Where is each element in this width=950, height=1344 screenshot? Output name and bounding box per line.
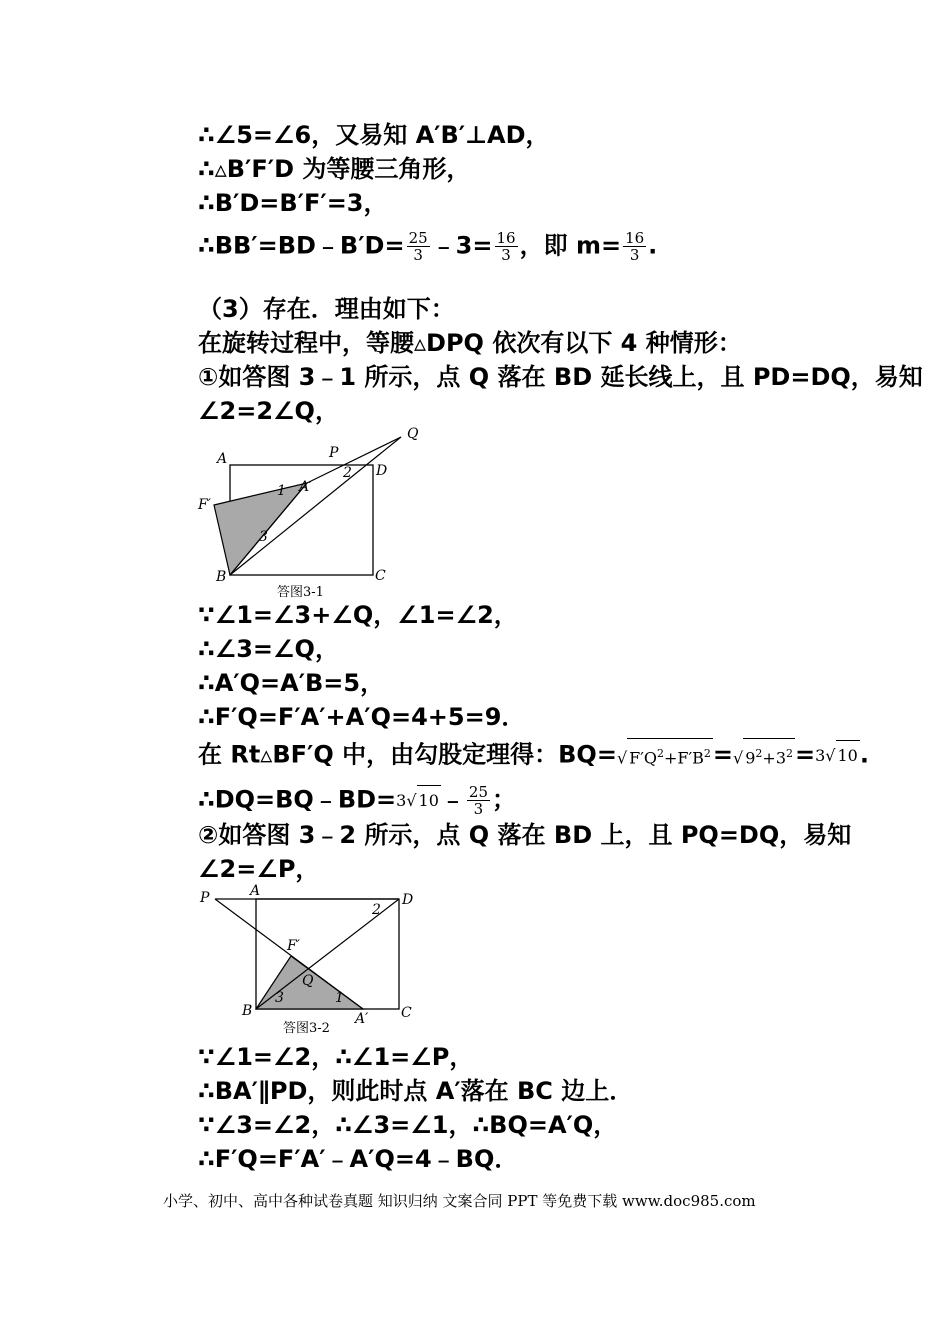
angle-2-label: 2 [343, 465, 352, 481]
angle-3-label: 3 [275, 990, 284, 1006]
radical: √ $9^2+3^2$ [733, 738, 795, 773]
text-line-17: ∵∠1=∠2，∴∠1=∠P， [198, 1043, 474, 1071]
angle-1-label: 1 [335, 990, 344, 1006]
figure-3-2 [195, 880, 425, 1040]
text: = [712, 740, 734, 769]
text-line-7: ①如答图 3﹣1 所示，点 Q 落在 BD 延长线上，且 PD=DQ，易知 [198, 363, 923, 391]
label-A: A [250, 883, 261, 899]
text: ，即 m= [519, 231, 622, 260]
footer-text: 小学、初中、高中各种试卷真题 知识归纳 文案合同 PPT 等免费下载 www.doc985.com [163, 1192, 756, 1210]
text-line-19: ∵∠3=∠2，∴∠3=∠1，∴BQ=A′Q， [198, 1111, 618, 1139]
text: ； [492, 785, 516, 814]
figure-caption: 答图3-2 [283, 1021, 330, 1036]
text-line-10: ∴∠3=∠Q， [198, 635, 339, 663]
text-line-6: 在旋转过程中，等腰▵DPQ 依次有以下 4 种情形： [198, 329, 742, 357]
label-P: P [200, 890, 210, 906]
text-line-20: ∴F′Q=F′A′﹣A′Q=4﹣BQ． [198, 1145, 519, 1173]
text: ﹣ [440, 785, 465, 814]
text: = [795, 740, 816, 769]
label-Q: Q [407, 426, 419, 442]
text-line-2: ∴▵B′F′D 为等腰三角形， [198, 155, 471, 183]
fraction: $\frac{16}{3}$ [625, 229, 645, 264]
figure-caption: 答图3-1 [277, 585, 324, 600]
label-A-prime: A′ [299, 479, 313, 495]
radical: √ $F'Q^2+F'B^2$ [617, 738, 713, 773]
text: . [859, 740, 869, 769]
angle-2-label: 2 [372, 902, 381, 918]
text-line-8: ∠2=2∠Q， [198, 397, 339, 425]
label-A: A [217, 451, 228, 467]
fraction: $\frac{25}{3}$ [468, 783, 488, 818]
text-line-15: ②如答图 3﹣2 所示，点 Q 落在 BD 上，且 PQ=DQ，易知 [198, 821, 852, 849]
angle-3-label: 3 [259, 529, 268, 545]
angle-1-label: 1 [277, 483, 286, 499]
text-line-16: ∠2=∠P， [198, 855, 320, 883]
radical: 3√ 10 [815, 740, 860, 771]
label-B: B [216, 569, 227, 585]
text: ﹣3= [431, 231, 493, 260]
text-line-14 [198, 784, 516, 817]
label-B: B [242, 1003, 253, 1019]
text-line-13 [198, 738, 869, 773]
label-A-prime: A′ [355, 1011, 369, 1027]
text-line-18: ∴BA′∥PD，则此时点 A′落在 BC 边上． [198, 1077, 634, 1105]
text: ∴DQ=BQ﹣BD= [198, 785, 397, 814]
text-line-9: ∵∠1=∠3+∠Q，∠1=∠2， [198, 601, 518, 629]
text: . [648, 231, 658, 260]
label-D: D [376, 463, 388, 479]
text-line-5: （3）存在．理由如下： [198, 295, 455, 323]
label-P: P [329, 445, 339, 461]
text-line-4 [198, 230, 657, 263]
text-line-1: ∴∠5=∠6，又易知 A′B′⊥AD， [198, 121, 550, 149]
text: ∴BB′=BD﹣B′D= [198, 231, 405, 260]
fraction: $\frac{16}{3}$ [496, 229, 516, 264]
label-F-prime: F′ [287, 938, 300, 954]
fraction: $\frac{25}{3}$ [408, 229, 428, 264]
text-line-3: ∴B′D=B′F′=3， [198, 189, 388, 217]
label-C: C [375, 568, 386, 584]
label-C: C [401, 1005, 412, 1021]
radical: 3√ 10 [396, 785, 441, 816]
text: 在 Rt▵BF′Q 中，由勾股定理得：BQ= [198, 740, 617, 769]
label-F-prime: F′ [198, 497, 211, 513]
text-line-12: ∴F′Q=F′A′+A′Q=4+5=9． [198, 703, 526, 731]
text-line-11: ∴A′Q=A′B=5， [198, 669, 385, 697]
label-D: D [402, 892, 414, 908]
figure-3-1 [195, 425, 435, 603]
label-Q: Q [302, 973, 314, 989]
